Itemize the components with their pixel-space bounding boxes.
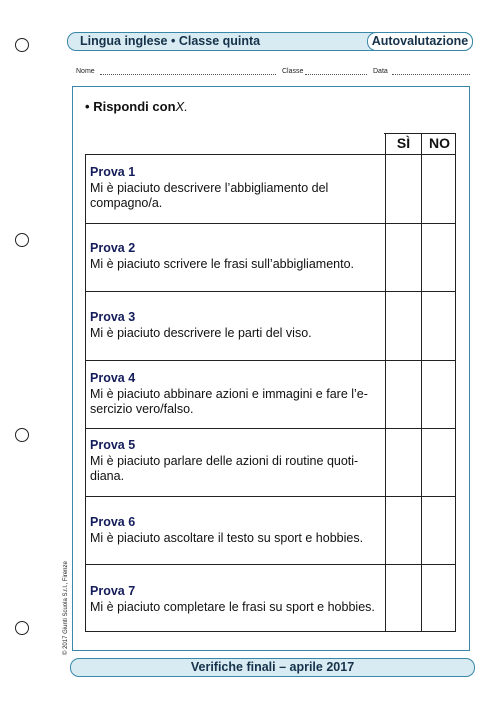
header-bar [67, 32, 473, 51]
row-text: Mi è piaciuto abbinare azioni e immagini e fare l’e-sercizio vero/falso. [90, 386, 368, 416]
row-title: Prova 1 [90, 165, 136, 179]
table-row [90, 438, 382, 485]
copyright-note: © 2017 Giunti Scuola S.r.l., Firenze [63, 561, 69, 655]
table-line [86, 154, 455, 155]
table-top-gap [84, 132, 384, 154]
column-header-no: NO [429, 135, 450, 151]
row-text: Mi è piaciuto descrivere l’abbigliamento del compagno/a. [90, 180, 329, 210]
class-field[interactable] [305, 74, 367, 75]
table-line [86, 428, 455, 429]
table-row [90, 584, 382, 615]
class-label: Classe [282, 68, 304, 75]
self-assessment-table [85, 133, 456, 632]
header-tab: Autovalutazione [367, 32, 473, 51]
table-row [90, 371, 382, 418]
row-title: Prova 6 [90, 515, 136, 529]
row-title: Prova 5 [90, 438, 136, 452]
instruction-bullet: • [85, 99, 90, 114]
table-row [90, 310, 382, 341]
column-header-yes: SÌ [396, 135, 411, 151]
name-field[interactable] [100, 74, 276, 75]
binder-hole-4 [15, 621, 29, 635]
row-text: Mi è piaciuto ascoltare il testo su sport e hobbies. [90, 530, 364, 545]
row-title: Prova 3 [90, 310, 136, 324]
table-line [86, 291, 455, 292]
row-text: Mi è piaciuto descrivere le parti del viso. [90, 325, 312, 340]
table-row [90, 241, 382, 272]
table-divider-text [385, 134, 386, 631]
table-divider-yes [421, 134, 422, 631]
table-line [86, 223, 455, 224]
row-text: Mi è piaciuto completare le frasi su sport e hobbies. [90, 599, 375, 614]
header-title: Lingua inglese • Classe quinta [80, 34, 261, 48]
row-title: Prova 4 [90, 371, 136, 385]
date-label: Data [373, 68, 388, 75]
table-line [86, 360, 455, 361]
instruction-text: Rispondi con [93, 99, 176, 114]
binder-hole-3 [15, 428, 29, 442]
binder-hole-1 [15, 38, 29, 52]
row-text: Mi è piaciuto scrivere le frasi sull’abbigliamento. [90, 256, 355, 271]
instruction-mark: X. [175, 99, 188, 114]
footer-bar: Verifiche finali – aprile 2017 [70, 658, 475, 677]
table-row [90, 165, 382, 212]
instruction [85, 99, 188, 114]
table-line [86, 496, 455, 497]
table-line [86, 564, 455, 565]
row-title: Prova 2 [90, 241, 136, 255]
row-text: Mi è piaciuto parlare delle azioni di routine quoti-diana. [90, 453, 359, 483]
binder-hole-2 [15, 233, 29, 247]
row-title: Prova 7 [90, 584, 136, 598]
name-label: Nome [76, 68, 95, 75]
date-field[interactable] [392, 74, 470, 75]
table-row [90, 515, 382, 546]
